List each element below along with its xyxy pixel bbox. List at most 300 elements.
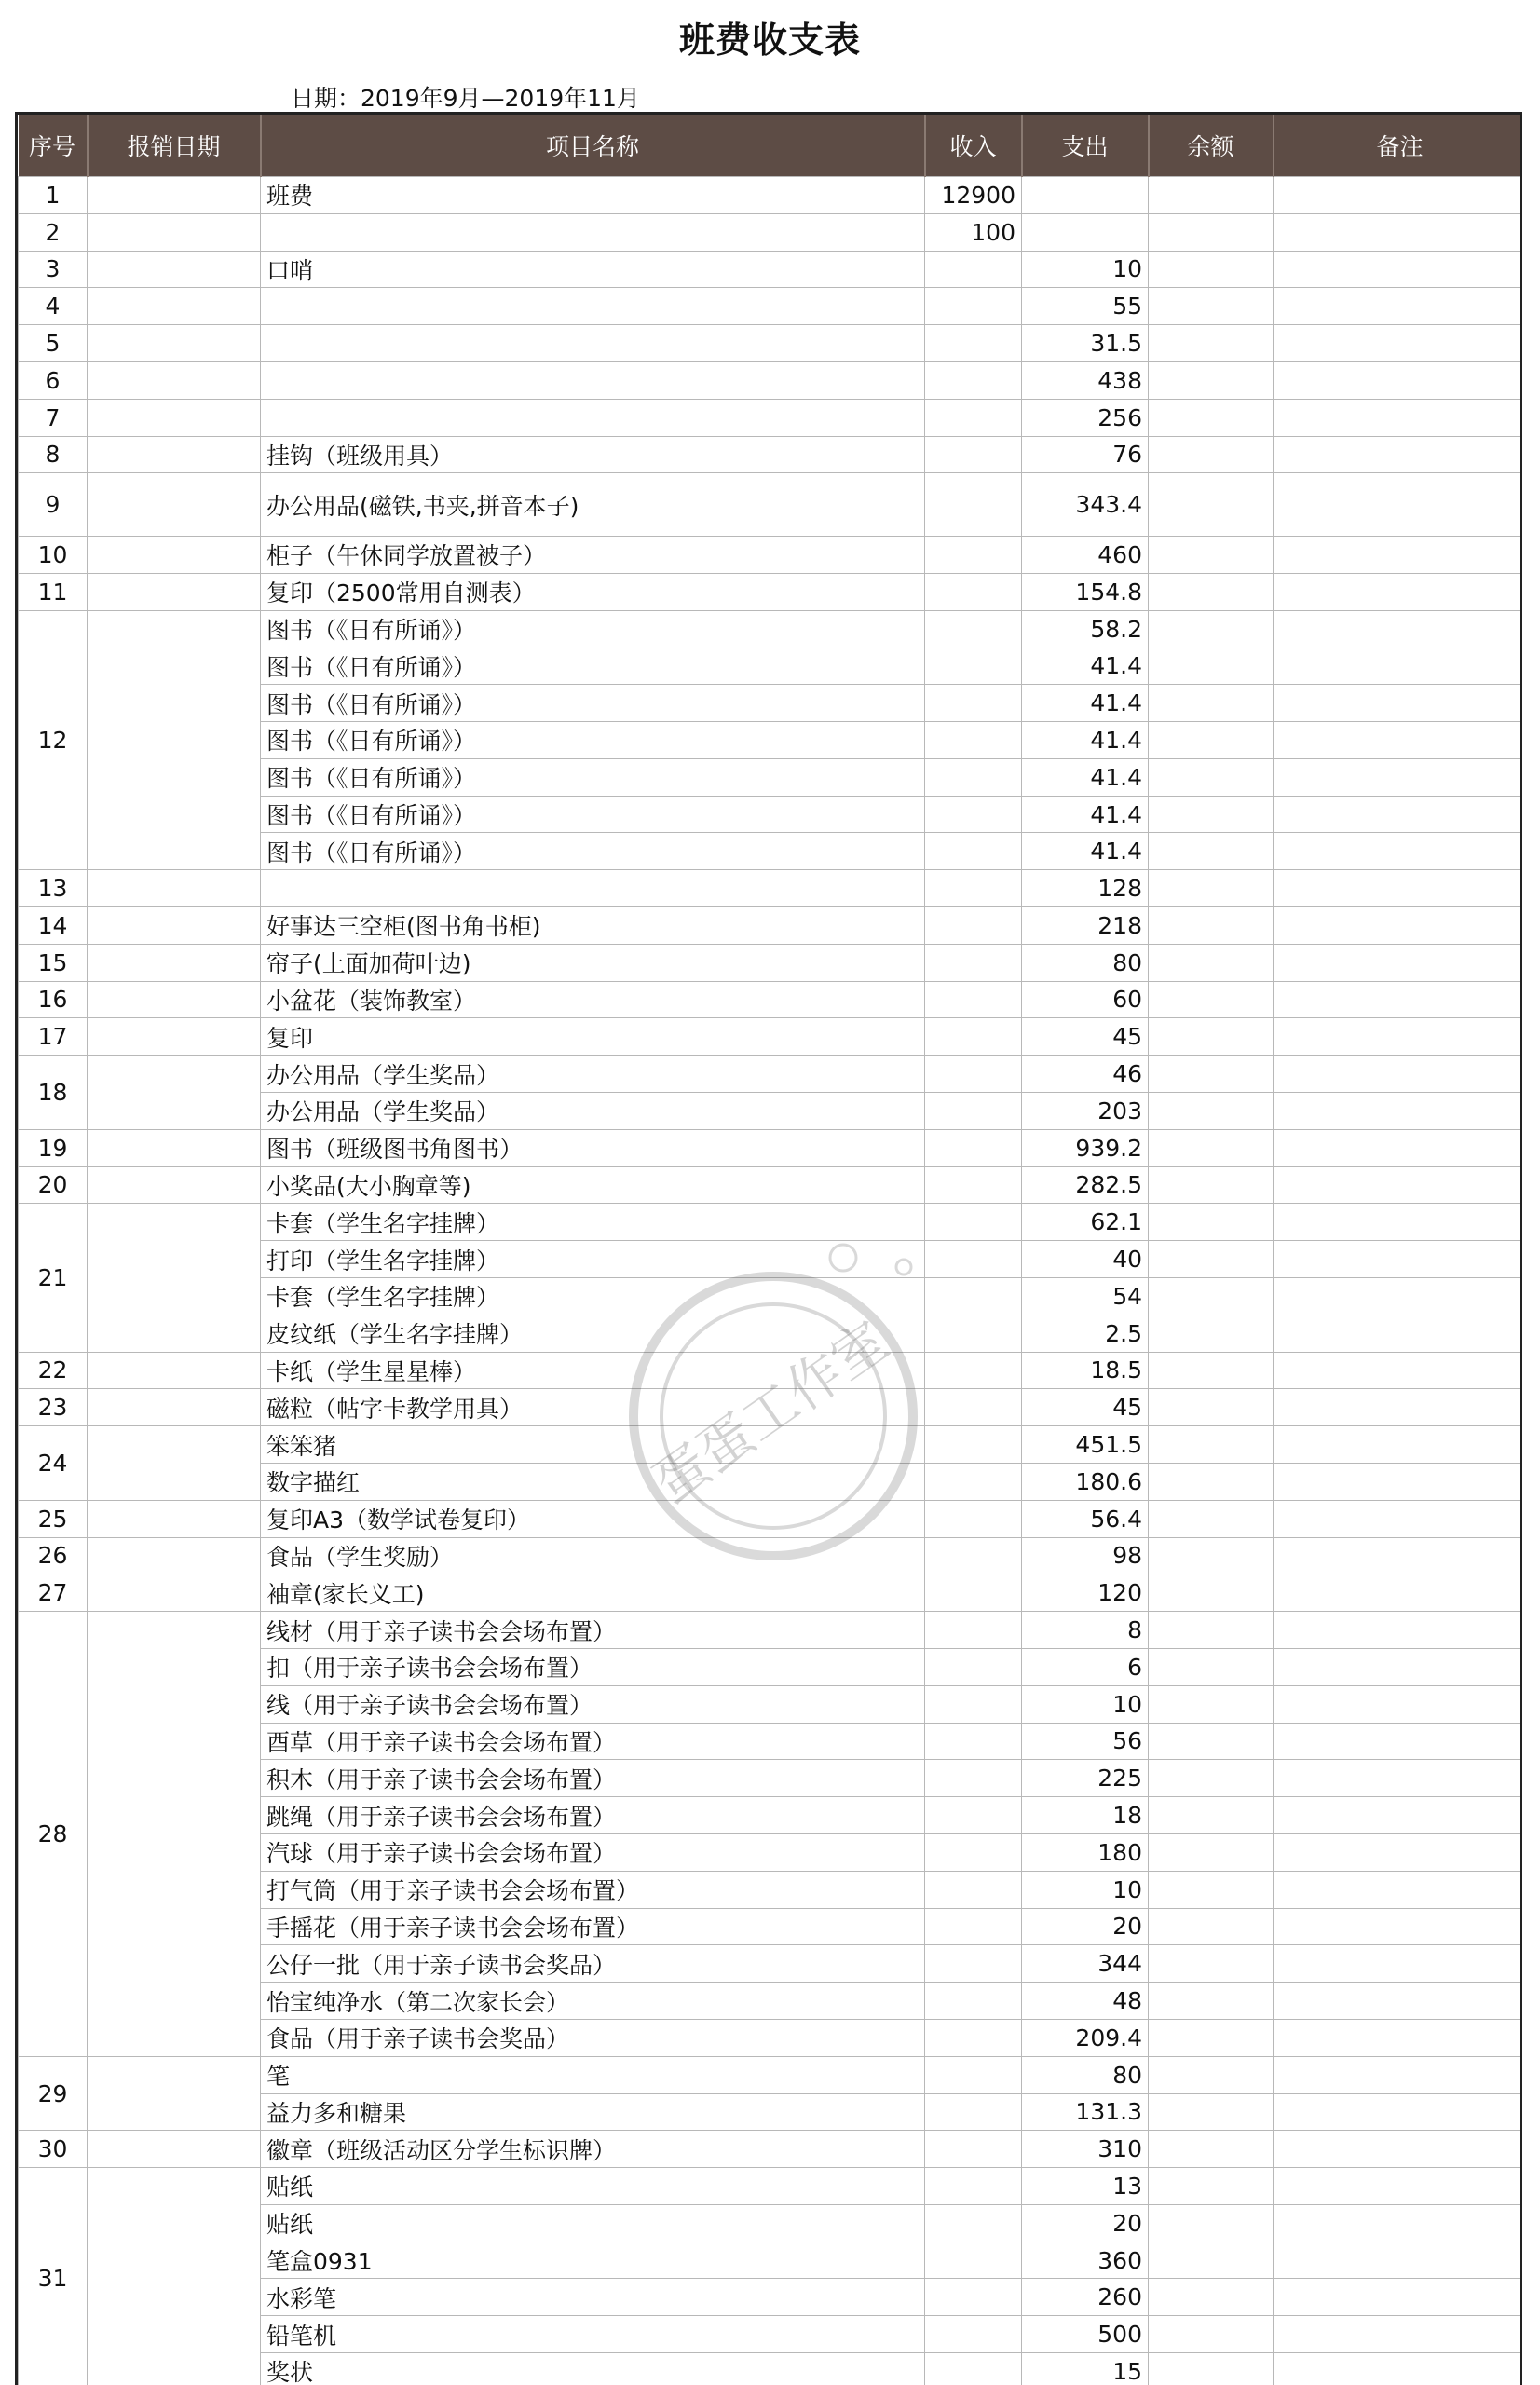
cell-income (925, 473, 1022, 537)
cell-income (925, 610, 1022, 647)
cell-remark (1274, 1092, 1523, 1129)
cell-income (925, 2316, 1022, 2353)
cell-expense: 438 (1022, 361, 1149, 399)
cell-item-name: 卡纸（学生星星棒） (261, 1352, 925, 1389)
cell-remark (1274, 833, 1523, 870)
cell-remark (1274, 1983, 1523, 2020)
cell-item-name: 图书（《日有所诵》） (261, 610, 925, 647)
cell-remark (1274, 1612, 1523, 1649)
page-title: 班费收支表 (678, 20, 861, 61)
cell-expense: 60 (1022, 981, 1149, 1018)
cell-item-name: 帘子(上面加荷叶边) (261, 944, 925, 981)
cell-income (925, 1537, 1022, 1574)
cell-income (925, 1797, 1022, 1834)
cell-income (925, 2056, 1022, 2093)
cell-item-name: 图书（《日有所诵》） (261, 722, 925, 759)
cell-item-name: 好事达三空柜(图书角书柜) (261, 907, 925, 945)
cell-item-name: 益力多和糖果 (261, 2093, 925, 2131)
cell-expense: 128 (1022, 870, 1149, 907)
cell-expense: 40 (1022, 1241, 1149, 1278)
cell-expense: 10 (1022, 1871, 1149, 1908)
cell-seq: 27 (19, 1574, 88, 1612)
cell-income (925, 1833, 1022, 1871)
cell-balance (1149, 647, 1274, 685)
cell-seq: 18 (19, 1056, 88, 1130)
table-row (19, 944, 1523, 981)
cell-balance (1149, 213, 1274, 251)
cell-remark (1274, 2168, 1523, 2205)
cell-balance (1149, 944, 1274, 981)
cell-item-name: 办公用品(磁铁,书夹,拼音本子) (261, 473, 925, 537)
cell-date (88, 1500, 261, 1537)
cell-expense: 41.4 (1022, 647, 1149, 685)
cell-balance (1149, 1983, 1274, 2020)
cell-item-name: 打印（学生名字挂牌） (261, 1241, 925, 1278)
cell-balance (1149, 573, 1274, 610)
cell-date (88, 1129, 261, 1166)
cell-date (88, 870, 261, 907)
cell-item-name (261, 213, 925, 251)
cell-balance (1149, 2131, 1274, 2168)
cell-remark (1274, 1018, 1523, 1056)
cell-expense: 54 (1022, 1277, 1149, 1315)
table-row (19, 573, 1523, 610)
cell-income (925, 2168, 1022, 2205)
cell-income (925, 2131, 1022, 2168)
cell-income (925, 1352, 1022, 1389)
table-row (19, 907, 1523, 945)
cell-balance (1149, 2168, 1274, 2205)
cell-expense: 98 (1022, 1537, 1149, 1574)
cell-expense: 10 (1022, 1685, 1149, 1723)
cell-item-name: 汽球（用于亲子读书会会场布置） (261, 1833, 925, 1871)
table-row (19, 1166, 1523, 1204)
cell-balance (1149, 1648, 1274, 1685)
cell-income (925, 1241, 1022, 1278)
cell-expense: 41.4 (1022, 796, 1149, 833)
cell-balance (1149, 1833, 1274, 1871)
cell-seq: 4 (19, 288, 88, 325)
cell-balance (1149, 610, 1274, 647)
cell-remark (1274, 758, 1523, 796)
table-row (19, 1018, 1523, 1056)
cell-balance (1149, 870, 1274, 907)
cell-expense (1022, 177, 1149, 214)
cell-date (88, 1574, 261, 1612)
cell-item-name (261, 399, 925, 436)
table-row (19, 2131, 1523, 2168)
cell-remark (1274, 1241, 1523, 1278)
cell-expense: 343.4 (1022, 473, 1149, 537)
cell-income (925, 647, 1022, 685)
cell-seq: 30 (19, 2131, 88, 2168)
cell-income (925, 2019, 1022, 2056)
cell-remark (1274, 1871, 1523, 1908)
cell-date (88, 436, 261, 473)
cell-balance (1149, 1537, 1274, 1574)
cell-expense: 41.4 (1022, 833, 1149, 870)
table-row (19, 1537, 1523, 1574)
cell-income (925, 573, 1022, 610)
cell-expense: 939.2 (1022, 1129, 1149, 1166)
cell-item-name: 皮纹纸（学生名字挂牌） (261, 1315, 925, 1352)
cell-remark (1274, 573, 1523, 610)
cell-balance (1149, 1426, 1274, 1464)
cell-income (925, 2279, 1022, 2316)
cell-balance (1149, 537, 1274, 574)
cell-expense: 45 (1022, 1018, 1149, 1056)
cell-balance (1149, 325, 1274, 362)
cell-expense: 260 (1022, 2279, 1149, 2316)
cell-expense: 6 (1022, 1648, 1149, 1685)
cell-income: 100 (925, 213, 1022, 251)
cell-seq: 13 (19, 870, 88, 907)
cell-income (925, 288, 1022, 325)
cell-seq: 21 (19, 1204, 88, 1352)
cell-date (88, 537, 261, 574)
cell-remark (1274, 399, 1523, 436)
cell-expense: 13 (1022, 2168, 1149, 2205)
cell-remark (1274, 685, 1523, 722)
cell-income (925, 2353, 1022, 2385)
cell-expense: 48 (1022, 1983, 1149, 2020)
cell-remark (1274, 1685, 1523, 1723)
cell-balance (1149, 981, 1274, 1018)
cell-item-name: 挂钩（班级用具） (261, 436, 925, 473)
cell-remark (1274, 944, 1523, 981)
cell-income (925, 1908, 1022, 1945)
cell-expense: 18 (1022, 1797, 1149, 1834)
cell-seq: 10 (19, 537, 88, 574)
cell-balance (1149, 1204, 1274, 1241)
cell-income: 12900 (925, 177, 1022, 214)
cell-seq: 12 (19, 610, 88, 870)
cell-income (925, 325, 1022, 362)
cell-item-name: 积木（用于亲子读书会会场布置） (261, 1760, 925, 1797)
cell-date (88, 2168, 261, 2385)
cell-expense: 154.8 (1022, 573, 1149, 610)
cell-income (925, 1648, 1022, 1685)
cell-balance (1149, 2316, 1274, 2353)
cell-date (88, 361, 261, 399)
cell-item-name: 图书（《日有所诵》） (261, 647, 925, 685)
header-income: 收入 (925, 115, 1022, 177)
table-row (19, 288, 1523, 325)
cell-remark (1274, 288, 1523, 325)
cell-income (925, 1685, 1022, 1723)
cell-expense: 218 (1022, 907, 1149, 945)
cell-balance (1149, 1463, 1274, 1500)
cell-income (925, 1723, 1022, 1760)
cell-balance (1149, 2093, 1274, 2131)
cell-income (925, 251, 1022, 288)
cell-remark (1274, 2279, 1523, 2316)
watermark-text: 蛋蛋工作室 (641, 1308, 900, 1516)
cell-balance (1149, 1389, 1274, 1426)
cell-seq: 23 (19, 1389, 88, 1426)
cell-expense: 18.5 (1022, 1352, 1149, 1389)
cell-seq: 3 (19, 251, 88, 288)
cell-date (88, 1204, 261, 1352)
cell-income (925, 1612, 1022, 1649)
cell-item-name: 徽章（班级活动区分学生标识牌） (261, 2131, 925, 2168)
cell-item-name: 贴纸 (261, 2168, 925, 2205)
cell-expense: 45 (1022, 1389, 1149, 1426)
cell-income (925, 399, 1022, 436)
cell-remark (1274, 1908, 1523, 1945)
cell-date (88, 1426, 261, 1501)
cell-income (925, 361, 1022, 399)
cell-expense: 2.5 (1022, 1315, 1149, 1352)
cell-balance (1149, 1908, 1274, 1945)
cell-remark (1274, 1277, 1523, 1315)
cell-balance (1149, 1574, 1274, 1612)
cell-date (88, 981, 261, 1018)
cell-item-name: 卡套（学生名字挂牌） (261, 1277, 925, 1315)
cell-remark (1274, 907, 1523, 945)
cell-item-name (261, 288, 925, 325)
cell-seq: 17 (19, 1018, 88, 1056)
cell-remark (1274, 722, 1523, 759)
cell-balance (1149, 2242, 1274, 2279)
cell-date (88, 1018, 261, 1056)
cell-expense: 58.2 (1022, 610, 1149, 647)
cell-item-name: 线（用于亲子读书会会场布置） (261, 1685, 925, 1723)
cell-income (925, 1315, 1022, 1352)
cell-expense: 8 (1022, 1612, 1149, 1649)
cell-date (88, 907, 261, 945)
cell-balance (1149, 473, 1274, 537)
cell-balance (1149, 1797, 1274, 1834)
cell-item-name: 跳绳（用于亲子读书会会场布置） (261, 1797, 925, 1834)
table-row (19, 870, 1523, 907)
cell-remark (1274, 647, 1523, 685)
cell-seq: 6 (19, 361, 88, 399)
cell-balance (1149, 1315, 1274, 1352)
cell-seq: 8 (19, 436, 88, 473)
cell-item-name: 复印A3（数学试卷复印） (261, 1500, 925, 1537)
cell-income (925, 944, 1022, 981)
cell-remark (1274, 361, 1523, 399)
cell-date (88, 944, 261, 981)
cell-remark (1274, 2353, 1523, 2385)
cell-remark (1274, 2131, 1523, 2168)
table-row (19, 399, 1523, 436)
cell-date (88, 177, 261, 214)
cell-date (88, 325, 261, 362)
cell-date (88, 1389, 261, 1426)
cell-item-name: 打气筒（用于亲子读书会会场布置） (261, 1871, 925, 1908)
cell-balance (1149, 796, 1274, 833)
table-row (19, 1612, 1523, 1649)
cell-remark (1274, 2093, 1523, 2131)
cell-balance (1149, 2353, 1274, 2385)
cell-item-name: 线材（用于亲子读书会会场布置） (261, 1612, 925, 1649)
cell-item-name: 班费 (261, 177, 925, 214)
table-row (19, 361, 1523, 399)
cell-remark (1274, 1760, 1523, 1797)
table-row (19, 213, 1523, 251)
cell-income (925, 722, 1022, 759)
cell-item-name (261, 325, 925, 362)
cell-item-name: 铅笔机 (261, 2316, 925, 2353)
cell-seq: 26 (19, 1537, 88, 1574)
cell-remark (1274, 1537, 1523, 1574)
header-expense: 支出 (1022, 115, 1149, 177)
cell-item-name: 柜子（午休同学放置被子） (261, 537, 925, 574)
cell-expense: 180 (1022, 1833, 1149, 1871)
cell-remark (1274, 981, 1523, 1018)
cell-seq: 11 (19, 573, 88, 610)
cell-income (925, 1389, 1022, 1426)
table-row (19, 2168, 1523, 2205)
cell-balance (1149, 2056, 1274, 2093)
table-row (19, 1426, 1523, 1464)
cell-seq: 28 (19, 1612, 88, 2057)
cell-remark (1274, 610, 1523, 647)
cell-remark (1274, 1352, 1523, 1389)
cell-item-name: 复印 (261, 1018, 925, 1056)
cell-remark (1274, 1166, 1523, 1204)
cell-balance (1149, 436, 1274, 473)
cell-date (88, 573, 261, 610)
cell-item-name: 扣（用于亲子读书会会场布置） (261, 1648, 925, 1685)
table-row (19, 1574, 1523, 1612)
date-range-label: 日期：2019年9月—2019年11月 (291, 85, 640, 112)
cell-balance (1149, 1871, 1274, 1908)
cell-remark (1274, 796, 1523, 833)
cell-balance (1149, 1352, 1274, 1389)
table-row (19, 537, 1523, 574)
table-row (19, 1204, 1523, 1241)
cell-expense: 41.4 (1022, 685, 1149, 722)
cell-expense: 41.4 (1022, 758, 1149, 796)
cell-income (925, 907, 1022, 945)
cell-item-name: 图书（《日有所诵》） (261, 833, 925, 870)
cell-balance (1149, 2019, 1274, 2056)
table-row (19, 473, 1523, 537)
cell-balance (1149, 1241, 1274, 1278)
header-balance: 余额 (1149, 115, 1274, 177)
cell-seq: 1 (19, 177, 88, 214)
cell-remark (1274, 213, 1523, 251)
cell-item-name: 奖状 (261, 2353, 925, 2385)
cell-income (925, 537, 1022, 574)
cell-expense: 500 (1022, 2316, 1149, 2353)
cell-seq: 2 (19, 213, 88, 251)
cell-expense: 10 (1022, 251, 1149, 288)
cell-income (925, 1129, 1022, 1166)
cell-balance (1149, 1056, 1274, 1093)
cell-balance (1149, 758, 1274, 796)
cell-remark (1274, 2316, 1523, 2353)
table-body (19, 177, 1523, 2385)
header-seq: 序号 (19, 115, 88, 177)
cell-income (925, 685, 1022, 722)
cell-income (925, 436, 1022, 473)
cell-income (925, 2093, 1022, 2131)
cell-expense: 76 (1022, 436, 1149, 473)
cell-income (925, 758, 1022, 796)
cell-remark (1274, 1389, 1523, 1426)
cell-item-name: 图书（《日有所诵》） (261, 758, 925, 796)
cell-income (925, 870, 1022, 907)
cell-expense: 15 (1022, 2353, 1149, 2385)
cell-expense: 56 (1022, 1723, 1149, 1760)
cell-item-name: 卡套（学生名字挂牌） (261, 1204, 925, 1241)
cell-balance (1149, 1277, 1274, 1315)
cell-remark (1274, 436, 1523, 473)
cell-remark (1274, 1463, 1523, 1500)
cell-remark (1274, 1833, 1523, 1871)
table-row (19, 436, 1523, 473)
expense-table (18, 115, 1522, 2385)
table-row (19, 1056, 1523, 1093)
cell-seq: 16 (19, 981, 88, 1018)
cell-seq: 29 (19, 2056, 88, 2131)
cell-expense: 256 (1022, 399, 1149, 436)
cell-item-name (261, 870, 925, 907)
cell-income (925, 1204, 1022, 1241)
header-remark: 备注 (1274, 115, 1523, 177)
cell-income (925, 2204, 1022, 2242)
cell-remark (1274, 1723, 1523, 1760)
cell-remark (1274, 473, 1523, 537)
cell-remark (1274, 1797, 1523, 1834)
table-row (19, 2056, 1523, 2093)
cell-item-name: 怡宝纯净水（第二次家长会） (261, 1983, 925, 2020)
cell-item-name: 笔 (261, 2056, 925, 2093)
cell-remark (1274, 1574, 1523, 1612)
cell-remark (1274, 2204, 1523, 2242)
table-header-row (19, 115, 1523, 177)
cell-income (925, 1277, 1022, 1315)
cell-remark (1274, 1945, 1523, 1983)
cell-remark (1274, 2056, 1523, 2093)
cell-remark (1274, 1315, 1523, 1352)
header-item-name: 项目名称 (261, 115, 925, 177)
cell-expense: 20 (1022, 2204, 1149, 2242)
cell-remark (1274, 537, 1523, 574)
expense-table-container (15, 112, 1522, 2385)
cell-expense: 31.5 (1022, 325, 1149, 362)
cell-income (925, 1426, 1022, 1464)
header-date: 报销日期 (88, 115, 261, 177)
cell-income (925, 833, 1022, 870)
cell-item-name: 复印（2500常用自测表） (261, 573, 925, 610)
cell-balance (1149, 722, 1274, 759)
cell-balance (1149, 251, 1274, 288)
cell-income (925, 1166, 1022, 1204)
cell-expense (1022, 213, 1149, 251)
cell-item-name: 手摇花（用于亲子读书会会场布置） (261, 1908, 925, 1945)
cell-seq: 22 (19, 1352, 88, 1389)
cell-balance (1149, 1129, 1274, 1166)
cell-balance (1149, 1500, 1274, 1537)
cell-balance (1149, 833, 1274, 870)
cell-item-name: 图书（班级图书角图书） (261, 1129, 925, 1166)
table-row (19, 1352, 1523, 1389)
table-row (19, 1500, 1523, 1537)
cell-income (925, 1945, 1022, 1983)
cell-remark (1274, 1500, 1523, 1537)
cell-date (88, 2056, 261, 2131)
cell-expense: 80 (1022, 2056, 1149, 2093)
cell-seq: 7 (19, 399, 88, 436)
cell-income (925, 1018, 1022, 1056)
cell-remark (1274, 1648, 1523, 1685)
cell-item-name: 口哨 (261, 251, 925, 288)
